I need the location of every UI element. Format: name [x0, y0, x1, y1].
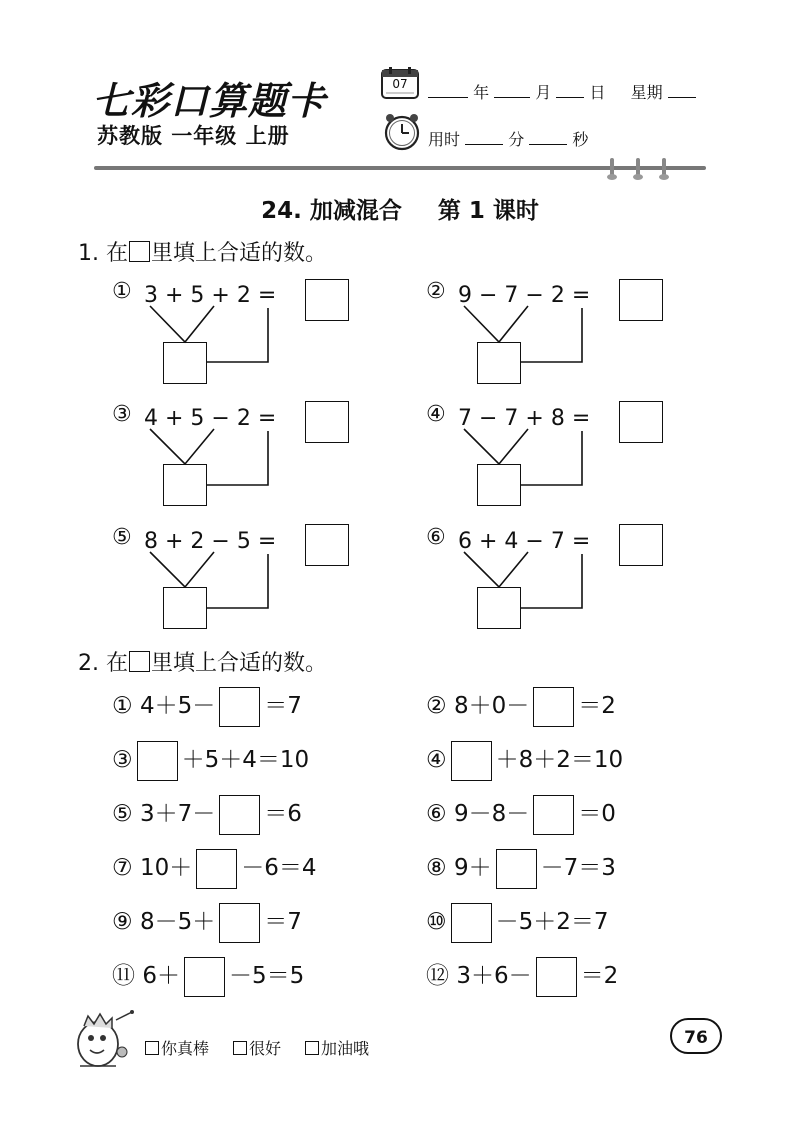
answer-box-symbol: [129, 651, 150, 672]
divider-knob: [610, 158, 614, 176]
day-label: 日: [589, 83, 606, 102]
q1-item-label: ①: [112, 279, 132, 304]
clock-icon: [382, 113, 422, 151]
q2-item: [112, 954, 304, 998]
rating-option-keep-going[interactable]: [305, 1036, 369, 1059]
q2-answer-box[interactable]: [184, 957, 225, 997]
year-blank[interactable]: [428, 83, 468, 98]
year-label: 年: [473, 83, 490, 102]
second-blank[interactable]: [529, 130, 567, 145]
q1-step-box[interactable]: [163, 464, 207, 506]
q2-item: [112, 684, 302, 728]
q1-title-post: 里填上合适的数。: [150, 241, 327, 266]
q2-answer-box[interactable]: [219, 795, 260, 835]
q2-item-label: ②: [426, 693, 447, 719]
q2-item: [426, 684, 616, 728]
q2-item-label: ⑩: [426, 909, 447, 935]
rating-label: 很好: [249, 1039, 282, 1058]
q1-item-label: ④: [426, 402, 446, 427]
q2-item-pre: 6＋: [142, 963, 180, 989]
answer-box-symbol: [129, 241, 150, 262]
q1-step-box[interactable]: [477, 464, 521, 506]
q1-step-box[interactable]: [477, 587, 521, 629]
q2-item: [426, 900, 609, 944]
q2-item-pre: 8＋0－: [453, 693, 530, 719]
q1-step-box[interactable]: [477, 342, 521, 384]
q2-item-post: ＝7: [264, 693, 302, 719]
q2-item-post: ＝6: [264, 801, 302, 827]
q2-item-post: ＋8＋2＝10: [495, 747, 624, 773]
q2-item-post: ＝0: [578, 801, 616, 827]
q2-item: [426, 738, 623, 782]
q2-item-post: －5＝5: [228, 963, 305, 989]
q2-item-label: ⑤: [112, 801, 133, 827]
q1-item-expr: 6 + 4 − 7 =: [458, 529, 591, 554]
q2-answer-box[interactable]: [196, 849, 237, 889]
q2-item-post: ＝2: [578, 693, 616, 719]
q1-title: [78, 236, 327, 267]
rating-label: 加油哦: [321, 1039, 370, 1058]
q1-step-box[interactable]: [163, 587, 207, 629]
q2-item-label: ⑫: [426, 963, 449, 989]
q1-item-expr: 9 − 7 − 2 =: [458, 283, 591, 308]
calendar-day: 07: [392, 77, 408, 91]
second-label: 秒: [572, 130, 589, 149]
divider-knob: [662, 158, 666, 176]
q1-result-box[interactable]: [305, 279, 349, 321]
q2-answer-box[interactable]: [137, 741, 178, 781]
q2-item-label: ⑧: [426, 855, 447, 881]
q2-item: [426, 954, 618, 998]
q2-item: [112, 738, 309, 782]
q1-item-label: ②: [426, 279, 446, 304]
q2-item-pre: 4＋5－: [139, 693, 216, 719]
q2-item-post: －6＝4: [241, 855, 317, 881]
q1-item-label: ⑤: [112, 525, 132, 550]
minute-blank[interactable]: [465, 130, 503, 145]
divider-knob: [636, 158, 640, 176]
rating-label: 你真棒: [161, 1039, 210, 1058]
q2-item-pre: 9－8－: [453, 801, 530, 827]
q2-item-pre: 3＋6－: [456, 963, 532, 989]
q2-item-post: －7＝3: [540, 855, 616, 881]
q2-item-label: ①: [112, 693, 133, 719]
q2-item: [426, 846, 616, 890]
month-label: 月: [535, 83, 552, 102]
q2-item-post: ＝7: [264, 909, 302, 935]
q2-item-label: ④: [426, 747, 447, 773]
rating-option-great[interactable]: [145, 1036, 209, 1059]
brand-title: 七彩口算题卡: [92, 78, 327, 123]
q2-answer-box[interactable]: [219, 903, 260, 943]
q2-item-pre: 8－5＋: [139, 909, 216, 935]
q1-result-box[interactable]: [305, 401, 349, 443]
header-divider: [94, 166, 706, 170]
q2-title: [78, 646, 327, 677]
q2-item-label: ⑨: [112, 909, 133, 935]
q2-answer-box[interactable]: [451, 741, 492, 781]
q1-result-box[interactable]: [619, 401, 663, 443]
month-blank[interactable]: [494, 83, 530, 98]
q2-item-pre: 10＋: [139, 855, 193, 881]
q1-result-box[interactable]: [305, 524, 349, 566]
checkbox[interactable]: [233, 1041, 247, 1055]
time-used-label: 用时: [428, 130, 461, 149]
q2-answer-box[interactable]: [451, 903, 492, 943]
q2-title-post: 里填上合适的数。: [150, 651, 327, 676]
q2-item: [112, 792, 302, 836]
q1-item-expr: 3 + 5 + 2 =: [144, 283, 277, 308]
q1-result-box[interactable]: [619, 279, 663, 321]
q1-item-expr: 8 + 2 − 5 =: [144, 529, 277, 554]
q2-item-pre: 9＋: [453, 855, 492, 881]
q1-item-expr: 4 + 5 − 2 =: [144, 406, 277, 431]
q2-item-post: －5＋2＝7: [495, 909, 609, 935]
q2-item: [426, 792, 616, 836]
q2-item-post: ＋5＋4＝10: [181, 747, 310, 773]
q2-answer-box[interactable]: [533, 795, 574, 835]
q2-title-pre: 2. 在: [78, 651, 128, 676]
q1-result-box[interactable]: [619, 524, 663, 566]
checkbox[interactable]: [145, 1041, 159, 1055]
time-line: [428, 127, 588, 150]
q2-item-label: ⑥: [426, 801, 447, 827]
calendar-icon: [380, 66, 420, 100]
q2-answer-box[interactable]: [496, 849, 537, 889]
q1-item-label: ⑥: [426, 525, 446, 550]
mascot-illustration: [66, 1008, 138, 1074]
q1-item-expr: 7 − 7 + 8 =: [458, 406, 591, 431]
checkbox[interactable]: [305, 1041, 319, 1055]
page-number: 76: [670, 1018, 722, 1054]
q1-step-box[interactable]: [163, 342, 207, 384]
rating-option-good[interactable]: [233, 1036, 281, 1059]
weekday-blank[interactable]: [668, 83, 696, 98]
minute-label: 分: [508, 130, 525, 149]
q2-item-post: ＝2: [580, 963, 619, 989]
day-blank[interactable]: [556, 83, 584, 98]
q2-item-label: ⑦: [112, 855, 133, 881]
q2-answer-box[interactable]: [219, 687, 260, 727]
q2-item: [112, 900, 302, 944]
edition-label: 苏教版 一年级 上册: [97, 124, 290, 148]
weekday-label: 星期: [630, 83, 663, 102]
q2-answer-box[interactable]: [533, 687, 574, 727]
q2-item-label: ⑪: [112, 963, 135, 989]
q2-item: [112, 846, 317, 890]
lesson-period: 第 1 课时: [437, 198, 539, 224]
q1-item-label: ③: [112, 402, 132, 427]
lesson-title: [0, 192, 800, 225]
date-line: [428, 80, 696, 103]
q2-item-pre: 3＋7－: [139, 801, 216, 827]
q1-title-pre: 1. 在: [78, 241, 128, 266]
lesson-number: 24. 加减混合: [261, 198, 402, 224]
q2-answer-box[interactable]: [536, 957, 577, 997]
q2-item-label: ③: [112, 747, 133, 773]
